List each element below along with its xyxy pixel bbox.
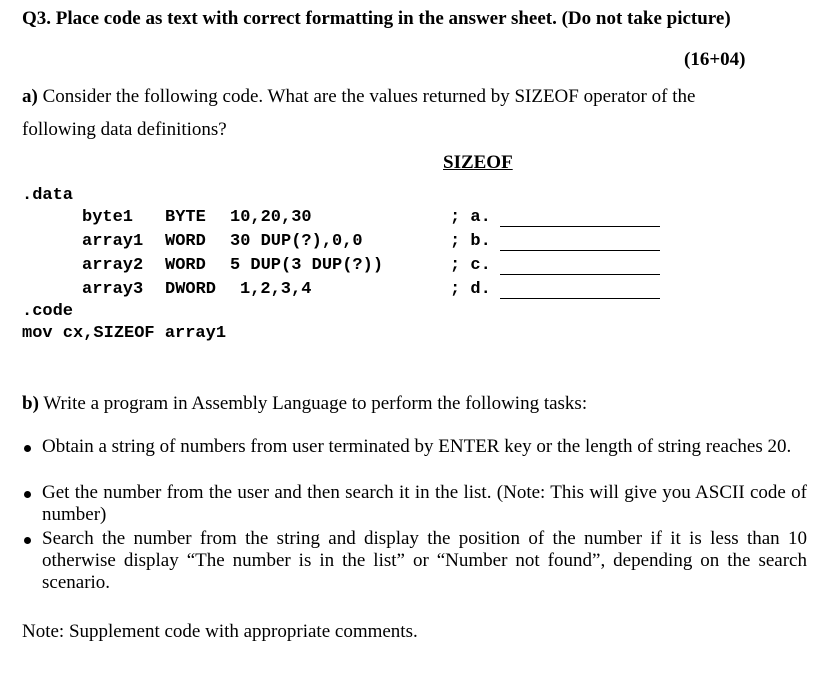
code-comment: ; d. bbox=[450, 280, 491, 299]
code-var-name: array2 bbox=[82, 256, 144, 275]
part-b-label: b) bbox=[22, 393, 39, 414]
note: Note: Supplement code with appropriate comments. bbox=[22, 621, 418, 642]
bullet-item: Obtain a string of numbers from user terminated by ENTER key or the length of string reaches 20. bbox=[42, 436, 792, 457]
code-var-type: WORD bbox=[165, 256, 206, 275]
bullet-icon bbox=[24, 491, 31, 498]
code-comment: ; b. bbox=[450, 232, 491, 251]
part-b-intro-line bbox=[22, 393, 587, 415]
code-comment: ; c. bbox=[450, 256, 491, 275]
sizeof-heading: SIZEOF bbox=[443, 152, 513, 173]
code-var-init: 1,2,3,4 bbox=[240, 280, 312, 299]
code-var-init: 5 DUP(3 DUP(?)) bbox=[230, 256, 384, 275]
part-a-text-2: following data definitions? bbox=[22, 119, 227, 140]
bullet-item: Get the number from the user and then search it in the list. (Note: This will give you ASCII code of number) bbox=[42, 482, 807, 525]
code-directive: .code bbox=[22, 302, 74, 321]
bullet-item: Search the number from the string and display the position of the number if it is less than 10 otherwise display “The number is in the list” or “Number not found”, depending on the search scenario. bbox=[42, 528, 807, 593]
code-var-name: array3 bbox=[82, 280, 144, 299]
marks: (16+04) bbox=[684, 49, 746, 70]
code-var-init: 30 DUP(?),0,0 bbox=[230, 232, 363, 251]
part-a-line1 bbox=[22, 86, 695, 108]
part-a-text-1: Consider the following code. What are the values returned by SIZEOF operator of the bbox=[42, 86, 696, 107]
part-a-label: a) bbox=[22, 86, 38, 107]
bullet-icon bbox=[24, 537, 31, 544]
question-title: Place code as text with correct formatting in the answer sheet. (Do not take picture) bbox=[55, 8, 731, 29]
answer-line-d bbox=[500, 298, 660, 299]
answer-line-a bbox=[500, 226, 660, 227]
code-comment: ; a. bbox=[450, 208, 491, 227]
code-var-type: WORD bbox=[165, 232, 206, 251]
code-var-name: byte1 bbox=[82, 208, 134, 227]
code-var-type: BYTE bbox=[165, 208, 206, 227]
part-b-intro: Write a program in Assembly Language to perform the following tasks: bbox=[43, 393, 588, 414]
question-number: Q3. bbox=[22, 8, 52, 29]
question-header bbox=[22, 8, 731, 30]
code-var-init: 10,20,30 bbox=[230, 208, 312, 227]
code-var-type: DWORD bbox=[165, 280, 217, 299]
data-directive: .data bbox=[22, 186, 74, 205]
code-var-name: array1 bbox=[82, 232, 144, 251]
code-instruction: mov cx,SIZEOF array1 bbox=[22, 324, 227, 343]
bullet-icon bbox=[24, 445, 31, 452]
answer-line-b bbox=[500, 250, 660, 251]
answer-line-c bbox=[500, 274, 660, 275]
